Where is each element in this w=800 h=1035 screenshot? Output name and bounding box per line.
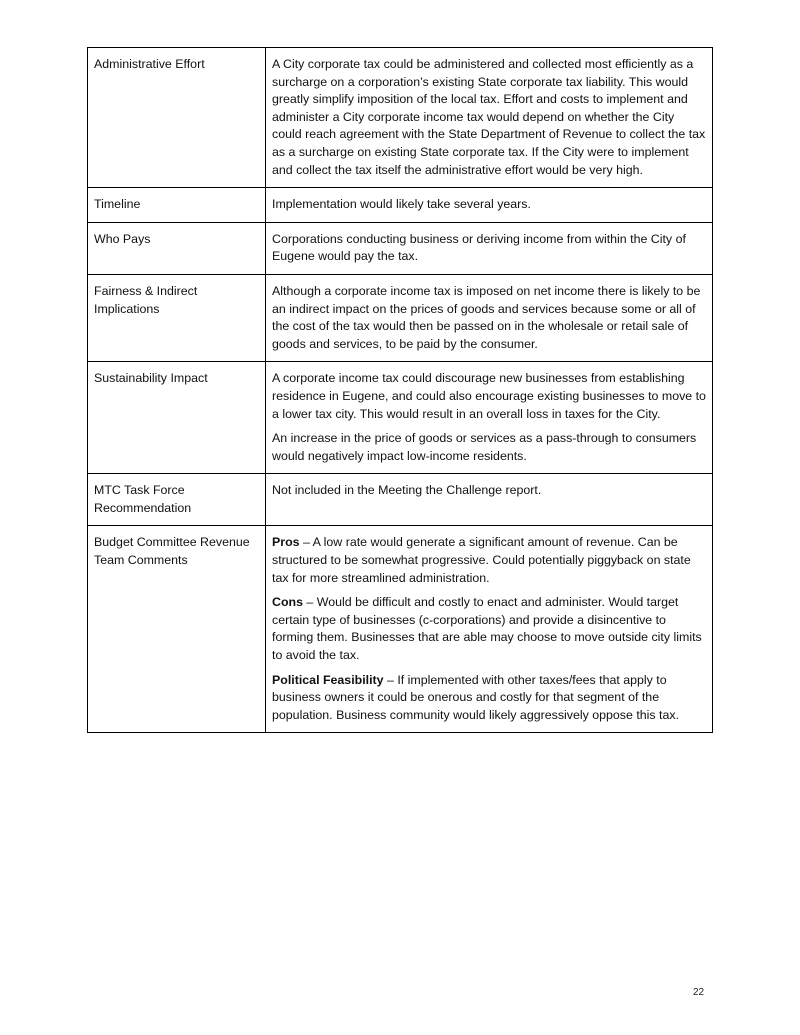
table-row-fairness [88,274,713,361]
paragraph: A corporate income tax could discourage new businesses from establishing residence in Eugene, and could also encourage existing businesses to move to a lower tax city. This would result in an overall loss in taxes for the City. [272,371,706,421]
political-feasibility-text: – If implemented with other taxes/fees that apply to business owners it could be onerous and costly for that segment of the population. Business community would likely aggressively oppose this tax. [272,672,680,722]
table-row-administrative-effort [88,48,713,188]
row-content [266,274,713,361]
row-label: Administrative Effort [88,48,266,188]
cons-text: – Would be difficult and costly to enact and administer. Would target certain type of businesses (c-corporations) and provide a disincentive to forming them. Businesses that are able may choose to move outside city limits to avoid the tax. [272,595,702,663]
paragraph: Corporations conducting business or deriving income from within the City of Eugene would pay the tax. [272,231,686,264]
political-feasibility-lead: Political Feasibility [272,672,384,687]
pros-lead: Pros [272,535,300,550]
row-content [266,526,713,733]
row-content [266,188,713,223]
table-row-budget-committee-comments [88,526,713,733]
row-label: Sustainability Impact [88,362,266,474]
tax-analysis-table [87,47,713,733]
row-content [266,222,713,274]
row-content [266,362,713,474]
table-row-mtc-recommendation [88,474,713,526]
cons-lead: Cons [272,595,303,610]
row-label: Who Pays [88,222,266,274]
row-label: Timeline [88,188,266,223]
paragraph: A City corporate tax could be administered and collected most efficiently as a surcharge on a corporation’s existing State corporate tax liability. This would greatly simplify imposition of the local tax. Effort and costs to implement and administer a City corporate income tax would depend on whether the City could reach agreement with the State Department of Revenue to collect the tax as a surcharge on existing State corporate tax. If the City were to implement and collect the tax itself the administrative effort would be very high. [272,57,706,177]
row-label: Fairness & Indirect Implications [88,274,266,361]
pros-paragraph [272,534,706,587]
row-label: Budget Committee Revenue Team Comments [88,526,266,733]
political-feasibility-paragraph [272,672,706,725]
row-content [266,48,713,188]
table-row-who-pays [88,222,713,274]
cons-paragraph [272,594,706,664]
table-row-sustainability-impact [88,362,713,474]
page-number: 22 [693,987,705,998]
paragraph: Not included in the Meeting the Challenge report. [272,483,542,498]
paragraph: An increase in the price of goods or services as a pass-through to consumers would negatively impact low-income residents. [272,431,697,463]
row-content [266,474,713,526]
row-label: MTC Task Force Recommendation [88,474,266,526]
paragraph: Implementation would likely take several years. [272,197,531,212]
table-row-timeline [88,188,713,223]
pros-text: – A low rate would generate a significant amount of revenue. Can be structured to be somewhat progressive. Could potentially piggyback on state tax for more streamlined administration. [272,535,691,585]
paragraph: Although a corporate income tax is imposed on net income there is likely to be an indirect impact on the prices of goods and services because some or all of the cost of the tax would then be passed on in the wholesale or retail sale of goods and services, to be paid by the consumer. [272,283,701,351]
